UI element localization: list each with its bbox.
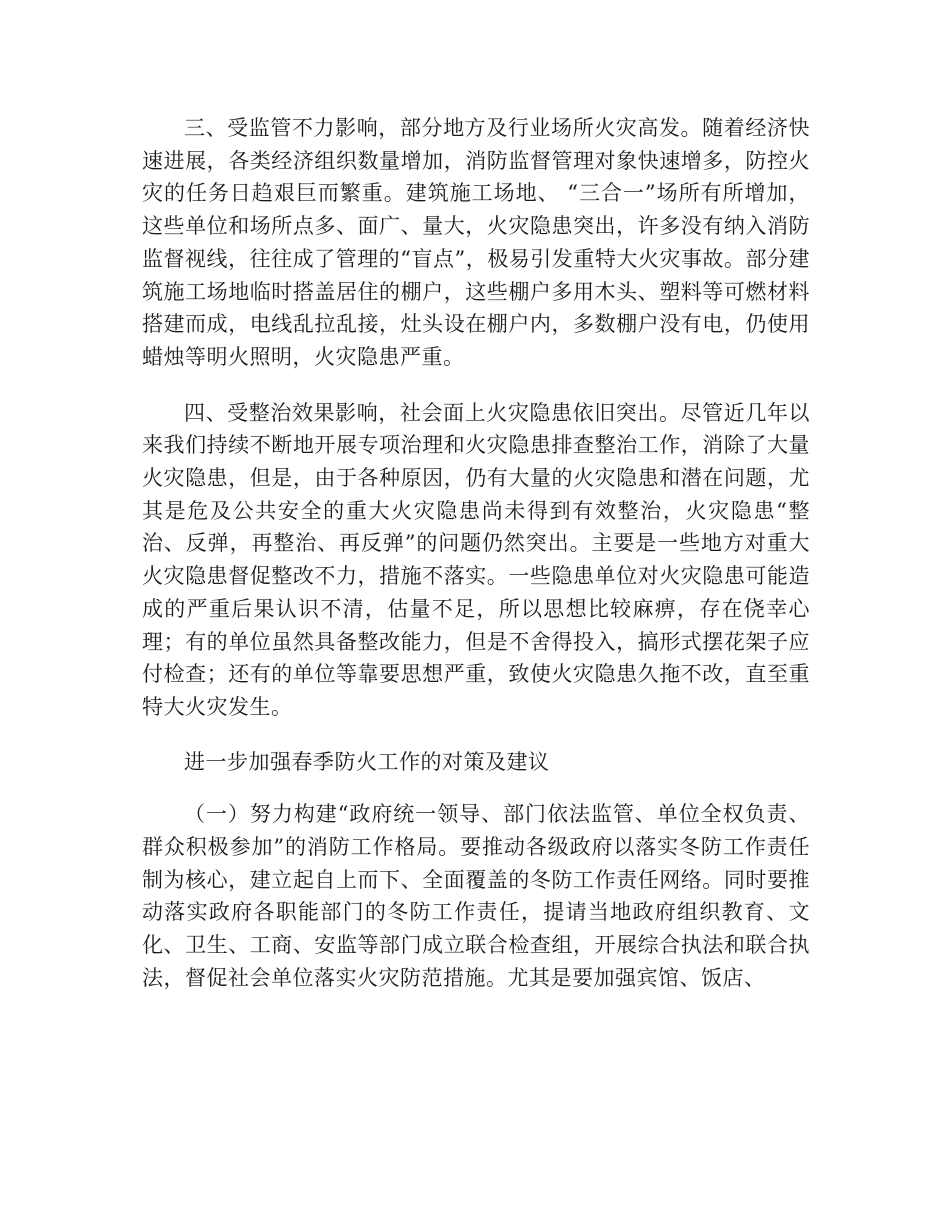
paragraph-measures-1: （一）努力构建“政府统一领导、部门依法监管、单位全权负责、群众积极参加”的消防工作格局。要推动各级政府以落实冬防工作责任制为核心，建立起自上而下、全面覆盖的冬防工作责任网络。同时要推动落实政府各职能部门的冬防工作责任，提请当地政府组织教育、文化、卫生、工商、安监等部门成立联合检查组，开展综合执法和联合执法，督促社会单位落实火灾防范措施。尤其是要加强宾馆、饭店、	[142, 802, 810, 990]
paragraph-rectification: 四、受整治效果影响，社会面上火灾隐患依旧突出。尽管近几年以来我们持续不断地开展专项治理和火灾隐患排查整治工作，消除了大量火灾隐患，但是，由于各种原因，仍有大量的火灾隐患和潜在问题，尤其是危及公共安全的重大火灾隐患尚未得到有效整治，火灾隐患“整治、反弹，再整治、再反弹”的问题仍然突出。主要是一些地方对重大火灾隐患督促整改不力，措施不落实。一些隐患单位对火灾隐患可能造成的严重后果认识不清，估量不足，所以思想比较麻痹，存在侥幸心理；有的单位虽然具备整改能力，但是不舍得投入，搞形式摆花架子应付检查；还有的单位等靠要思想严重，致使火灾隐患久拖不改，直至重特大火灾发生。	[142, 400, 810, 719]
section-heading: 进一步加强春季防火工作的对策及建议	[184, 749, 550, 774]
document-page	[142, 112, 810, 995]
paragraph-supervision: 三、受监管不力影响，部分地方及行业场所火灾高发。随着经济快速进展，各类经济组织数量增加，消防监督管理对象快速增多，防控火灾的任务日趋艰巨而繁重。建筑施工场地、 “三合一”场所有所增加，这些单位和场所点多、面广、量大，火灾隐患突出，许多没有纳入消防监督视线，往往成了管理的“盲点”，极易引发重特大火灾事故。部分建筑施工场地临时搭盖居住的棚户，这些棚户多用木头、塑料等可燃材料搭建而成，电线乱拉乱接，灶头设在棚户内，多数棚户没有电，仍使用蜡烛等明火照明，火灾隐患严重。	[142, 116, 810, 369]
